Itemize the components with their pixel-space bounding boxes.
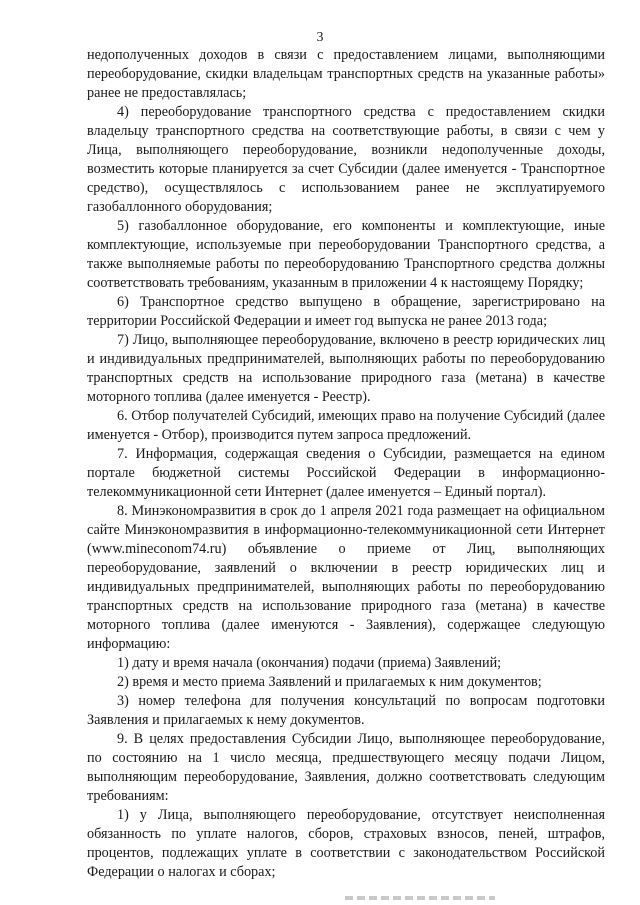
paragraph-item-6: 6) Транспортное средство выпущено в обращение, зарегистрировано на территории Российской Федерации и имеет год выпуска не ранее 2013 года; [87,294,605,329]
paragraph-item-4: 4) переоборудование транспортного средства с предоставлением скидки владельцу транспортного средства на соответствующие работы, в связи с чем у Лица, выполняющего переоборудование, возникли недополученные доходы, возместить которые планируется за счет Субсидии (далее именуется - Транспортное средство), осуществлялось с использованием ранее не эксплуатируемого газобаллонного оборудования; [87,104,605,215]
paragraph-item-5: 5) газобаллонное оборудование, его компоненты и комплектующие, иные комплектующие, используемые при переоборудовании Транспортного средства, а также выполняемые работы по переоборудованию Транспортного средства должны соответствовать требованиям, указанным в приложении 4 к настоящему Порядку; [87,218,605,291]
document-body [87,46,605,882]
paragraph-continuation: недополученных доходов в связи с предоставлением лицами, выполняющими переоборудование, скидки владельцам транспортных средств на указанные работы» ранее не предоставлялась; [87,47,605,101]
paragraph-clause-9: 9. В целях предоставления Субсидии Лицо, выполняющее переоборудование, по состоянию на 1 число месяца, предшествующего месяцу подачи Лицом, выполняющим переоборудование, Заявления, должно соответствовать следующим требованиям: [87,731,605,804]
page-number: 3 [316,30,324,45]
paragraph-clause-8-item-3: 3) номер телефона для получения консультаций по вопросам подготовки Заявления и прилагаемых к нему документов. [87,693,605,728]
paragraph-clause-8: 8. Минэкономразвития в срок до 1 апреля 2021 года размещает на официальном сайте Минэкономразвития в информационно-телекоммуникационной сети Интернет (www.mineconom74.ru) объявление о приеме от Лиц, выполняющих переоборудование, заявлений о включении в реестр юридических лиц и индивидуальных предпринимателей, выполняющих работы по переоборудованию транспортных средств на использование природного газа (метана) в качестве моторного топлива (далее именуются - Заявления), содержащее следующую информацию: [87,503,605,652]
scan-artifact-line [345,896,495,900]
paragraph-clause-8-item-2: 2) время и место приема Заявлений и прилагаемых к ним документов; [117,674,542,690]
paragraph-clause-7: 7. Информация, содержащая сведения о Субсидии, размещается на едином портале бюджетной системы Российской Федерации в информационно-телекоммуникационной сети Интернет (далее именуется – Единый портал). [87,446,605,500]
paragraph-clause-6: 6. Отбор получателей Субсидий, имеющих право на получение Субсидий (далее именуется - Отбор), производится путем запроса предложений. [87,408,605,443]
paragraph-clause-8-item-1: 1) дату и время начала (окончания) подачи (приема) Заявлений; [117,655,502,671]
paragraph-item-7: 7) Лицо, выполняющее переоборудование, включено в реестр юридических лиц и индивидуальных предпринимателей, выполняющих работы по переоборудованию транспортных средств на использование природного газа (метана) в качестве моторного топлива (далее именуется - Реестр). [87,332,605,405]
paragraph-clause-9-item-1: 1) у Лица, выполняющего переоборудование, отсутствует неисполненная обязанность по уплате налогов, сборов, страховых взносов, пеней, штрафов, процентов, подлежащих уплате в соответствии с законодательством Российской Федерации о налогах и сборах; [87,807,605,880]
